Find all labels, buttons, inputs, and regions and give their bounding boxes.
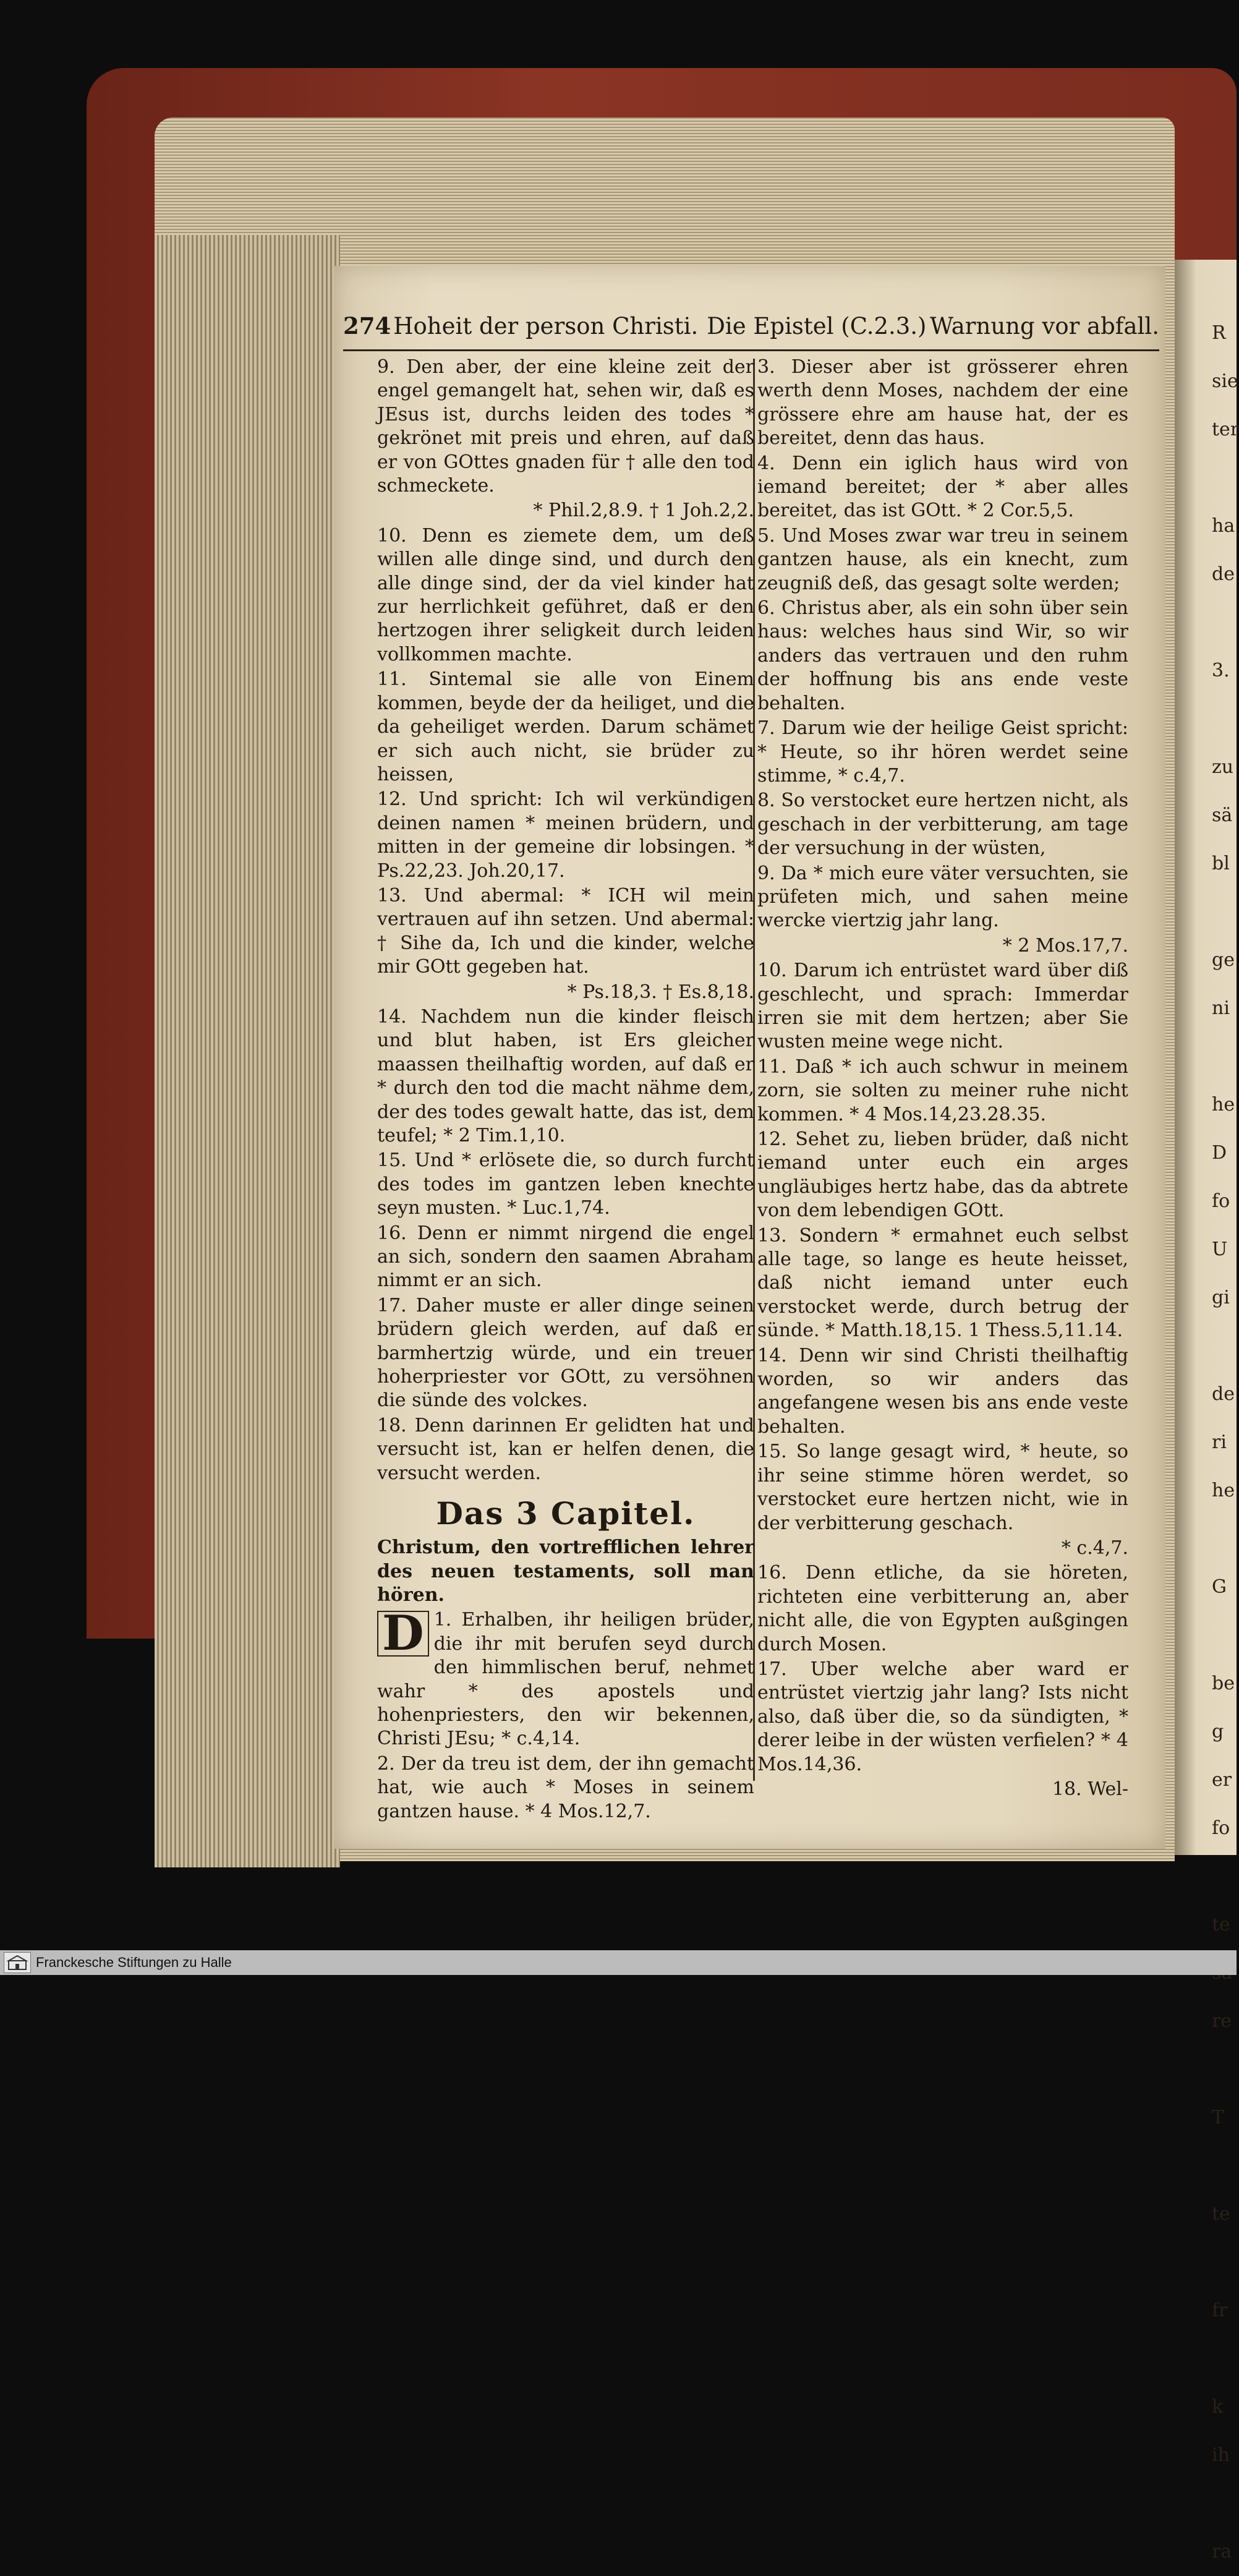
verse: 8. So verstocket eure hertzen nicht, als geschach in der verbitterung, am tage der versuchung in der wüsten, <box>757 790 1128 859</box>
facing-page-fragment: fr <box>1212 2300 1228 2321</box>
left-column <box>377 356 754 1822</box>
chapter-summary: Christum, den vortrefflichen lehrer des neuen testaments, soll man hören. <box>377 1537 754 1606</box>
header-left: Hoheit der person Christi. <box>393 313 699 339</box>
verse: 14. Denn wir sind Christi theilhaftig worden, so wir anders das angefangene wesen bis ans ende veste behalten. <box>757 1344 1128 1438</box>
verse: 17. Uber welche aber ward er entrüstet viertzig jahr lang? Ists nicht also, daß über die, so da sündigten, * derer leibe in der wüsten verfielen? * 4 Mos.14,36. <box>757 1658 1128 1775</box>
facing-page-fragment: ter <box>1212 419 1239 440</box>
verse-number: 1. <box>433 1609 452 1631</box>
verse: 3. Dieser aber ist grösserer ehren werth denn Moses, nachdem der eine grössere ehre am hause hat, der es bereitet, denn das haus. <box>757 356 1128 450</box>
verse: 5. Und Moses zwar war treu in seinem gantzen hause, als ein knecht, zum zeugniß deß, das gesagt solte werden; <box>757 524 1128 594</box>
cross-reference: * c.4,7. <box>1061 1537 1128 1559</box>
verse: 2. Der da treu ist dem, der ihn gemacht hat, wie auch * Moses in seinem gantzen hause. * 4 Mos.12,7. <box>377 1752 754 1822</box>
verse: 15. So lange gesagt wird, * heute, so ihr seine stimme hören werdet, so verstocket eure hertzen nicht, wie in der verbitterung geschach. <box>757 1441 1128 1534</box>
facing-page-fragment: fo <box>1212 1817 1230 1839</box>
facing-page-fragment: fo <box>1212 1190 1230 1212</box>
facing-page-fragment: ra <box>1212 2541 1232 2562</box>
verse: 9. Da * mich eure väter versuchten, sie prüfeten mich, und sahen meine wercke viertzig jahr lang. <box>757 862 1128 932</box>
facing-page-fragment: bl <box>1212 853 1230 874</box>
institution-logo-icon <box>4 1952 31 1973</box>
facing-page-fragment: R <box>1212 322 1226 344</box>
facing-page-fragment <box>1212 1515 1237 1563</box>
facing-page-fragment <box>1212 695 1237 743</box>
facing-page-fragment: gi <box>1212 1287 1230 1308</box>
facing-page-fragment <box>1212 599 1237 647</box>
facing-page-fragment <box>1212 1853 1237 1901</box>
facing-page-fragment: G <box>1212 1576 1227 1598</box>
verse: 16. Denn etliche, da sie höreten, richteten eine verbitterung an, aber nicht alle, die von Egypten außgingen durch Mosen. <box>757 1562 1128 1655</box>
facing-page-fragment: U <box>1212 1239 1228 1260</box>
facing-page-fragment <box>1212 2335 1237 2383</box>
verse: 17. Daher muste er aller dinge seinen brüdern gleich werden, auf daß er barmhertzig würde, und ein treuer hoherpriester vor GOtt, zu versöhnen die sünde des volckes. <box>377 1294 754 1412</box>
running-header <box>343 312 1159 351</box>
footer-bar <box>0 1950 1237 1975</box>
facing-page-fragment: zu <box>1212 756 1234 778</box>
cross-reference: * Ps.18,3. † Es.8,18. <box>567 981 754 1003</box>
chapter-title: Das 3 Capitel. <box>436 1495 696 1532</box>
cross-reference: * Phil.2,8.9. † 1 Joh.2,2. <box>533 500 754 522</box>
verse: 11. Sintemal sie alle von Einem kommen, beyde der da heiliget, und die da geheiliget werden. Darum schämet er sich auch nicht, sie brüder zu heissen, <box>377 668 754 785</box>
verse: 7. Darum wie der heilige Geist spricht: * Heute, so ihr hören werdet seine stimme, * c.4,7. <box>757 717 1128 787</box>
facing-page-fragment: D <box>1212 1142 1227 1164</box>
facing-page-fragment <box>1212 2142 1237 2190</box>
facing-page-fragment: ge <box>1212 949 1235 971</box>
verse: 9. Den aber, der eine kleine zeit der engel gemangelt hat, sehen wir, daß es JEsus ist, durchs leiden des todes * gekrönet mit preis und ehren, auf daß er von GOttes gnaden für † alle den tod schmeckete. <box>377 356 754 497</box>
facing-page-fragment: ha <box>1212 515 1235 537</box>
verse: 15. Und * erlösete die, so durch furcht des todes im gantzen leben knechte seyn musten. * Luc.1,74. <box>377 1149 754 1219</box>
cross-reference: * 2 Mos.17,7. <box>1002 934 1128 957</box>
facing-page-fragment <box>1212 454 1237 502</box>
facing-page-fragment: sie <box>1212 370 1238 392</box>
verse: 10. Denn es ziemete dem, um deß willen alle dinge sind, und durch den alle dinge sind, der da viel kinder hat zur herrlichkeit geführet, daß er den hertzogen ihrer seligkeit durch leiden vollkommen machte. <box>377 524 754 665</box>
verse: 12. Und spricht: Ich wil verkündigen deinen namen * meinen brüdern, und mitten in der gemeine dir lobsingen. * Ps.22,23. Joh.20,17. <box>377 788 754 882</box>
verse: 13. Sondern * ermahnet euch selbst alle tage, so lange es heute heisset, daß nicht iemand unter euch verstocket werde, durch betrug der sünde. * Matth.18,15. 1 Thess.5,11.14. <box>757 1224 1128 1342</box>
facing-page-fragment: ni <box>1212 997 1230 1019</box>
facing-page-fragment <box>1212 1611 1237 1660</box>
catchword: 18. Wel- <box>1052 1778 1128 1800</box>
verse: 16. Denn er nimmt nirgend die engel an sich, sondern den saamen Abraham nimmt er an sich. <box>377 1222 754 1292</box>
facing-page-fragments <box>1212 309 1237 2576</box>
facing-page-fragment: te <box>1212 2203 1230 2225</box>
facing-page-fragment: re <box>1212 2010 1232 2032</box>
drop-cap: D <box>377 1611 429 1657</box>
verse: 6. Christus aber, als ein sohn über sein haus: welches haus sind Wir, so wir anders das vertrauen und den ruhm der hoffnung bis ans ende veste behalten. <box>757 597 1128 714</box>
facing-page-fragment: ri <box>1212 1431 1227 1453</box>
verse: 4. Denn ein iglich haus wird von iemand bereitet; der * aber alles bereitet, das ist GOtt. * 2 Cor.5,5. <box>757 452 1128 522</box>
facing-page-fragment: k <box>1212 2396 1224 2418</box>
verse: 10. Darum ich entrüstet ward über diß geschlecht, und sprach: Immerdar irren sie mit dem hertzen; aber Sie wusten meine wege nicht. <box>757 960 1128 1053</box>
facing-page-fragment <box>1212 888 1237 936</box>
page-number: 274 <box>343 312 391 339</box>
facing-page-fragment: be <box>1212 1673 1235 1694</box>
verse: 11. Daß * ich auch schwur in meinem zorn, sie solten zu meiner ruhe nicht kommen. * 4 Mos.14,23.28.35. <box>757 1056 1128 1125</box>
facing-page-fragment <box>1212 2480 1237 2528</box>
verse-text: Erhalben, ihr heiligen brüder, die ihr mit berufen seyd durch den himmlischen beruf, nehmet wahr * des apostels und hohenpriesters, den wir bekennen, Christi JEsu; * c.4,14. <box>377 1609 754 1750</box>
facing-page-fragment <box>1212 2045 1237 2094</box>
facing-page-fragment: he <box>1212 1480 1235 1501</box>
verse: 13. Und abermal: * ICH wil mein vertrauen auf ihn setzen. Und abermal: † Sihe da, Ich und die kinder, welche mir GOtt gegeben hat. <box>377 884 754 978</box>
facing-page-fragment: 3. <box>1212 660 1230 681</box>
facing-page-fragment: de <box>1212 1383 1235 1405</box>
facing-page-fragment: g <box>1212 1721 1224 1742</box>
footer-credit: Franckesche Stiftungen zu Halle <box>36 1955 232 1970</box>
facing-page-fragment: T <box>1212 2107 1225 2128</box>
facing-page-fragment: sä <box>1212 804 1233 826</box>
facing-page-fragment: er <box>1212 1769 1232 1791</box>
facing-page-fragment <box>1212 1033 1237 1081</box>
facing-page-fragment: te <box>1212 1914 1230 1935</box>
right-column <box>757 356 1128 1800</box>
facing-page-fragment <box>1212 1322 1237 1370</box>
verse: 14. Nachdem nun die kinder fleisch und blut haben, ist Ers gleicher maassen theilhaftig worden, auf daß er * durch den tod die macht nähme dem, der des todes gewalt hatte, das ist, dem teufel; * 2 Tim.1,10. <box>377 1005 754 1146</box>
facing-page-fragment: de <box>1212 563 1235 585</box>
page-edges-side <box>155 235 340 1867</box>
facing-page-fragment <box>1212 2238 1237 2287</box>
verse <box>377 1605 754 1751</box>
facing-page-fragment: ih <box>1212 2444 1230 2466</box>
facing-page-fragment: he <box>1212 1094 1235 1115</box>
verse: 18. Denn darinnen Er gelidten hat und versucht ist, kan er helfen denen, die versucht werden. <box>377 1414 754 1484</box>
header-center: Die Epistel (C.2.3.) <box>707 313 927 339</box>
verse: 12. Sehet zu, lieben brüder, daß nicht iemand unter euch ein arges ungläubiges hertz habe, das da abtrete von dem lebendigen GOtt. <box>757 1128 1128 1222</box>
header-right: Warnung vor abfall. <box>929 313 1159 339</box>
